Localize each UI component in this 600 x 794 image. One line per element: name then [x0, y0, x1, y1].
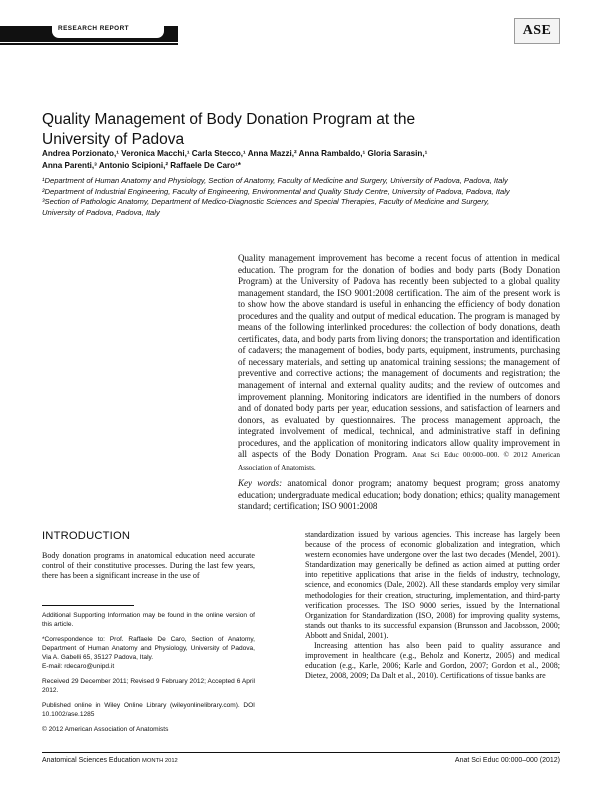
- page-title: Quality Management of Body Donation Program at the University of Padova: [42, 111, 416, 149]
- intro-right-column: [305, 530, 560, 681]
- footer-issue-date: MONTH 2012: [142, 758, 178, 764]
- keywords: [238, 478, 560, 513]
- footnote-published: Published online in Wiley Online Library (wileyonlinelibrary.com). DOI 10.1002/ase.1285: [42, 702, 255, 718]
- footnote-block: [42, 611, 255, 740]
- journal-logo: ASE: [514, 18, 560, 44]
- footnote-dates: Received 29 December 2011; Revised 9 February 2012; Accepted 6 April 2012.: [42, 678, 255, 694]
- affiliation-3: ³Section of Pathologic Anatomy, Department of Medico-Diagnostic Sciences and Special Therapies, Faculty of Medicine and Surgery, University of Padova, Padova, Italy: [42, 197, 490, 217]
- abstract-citation: Anat Sci Educ 00:000–000. © 2012 American Association of Anatomists.: [238, 451, 560, 472]
- author-list: [42, 148, 512, 172]
- section-heading-introduction: INTRODUCTION: [42, 530, 131, 542]
- footnote-copyright: © 2012 American Association of Anatomists: [42, 726, 169, 733]
- intro-right-paragraph-2: Increasing attention has also been paid to quality assurance and improvement in healthcare (e.g., Beholz and Konertz, 2005) and medical education (e.g., Karle, 2006; Karle and Gordon, 2007; Gordon et al., 2008; Dietez, 2008, 2009; Da Dalt et al., 2010). Certifications of tissue banks are: [305, 641, 560, 681]
- footnote-email[interactable]: E-mail: rdecaro@unipd.it: [42, 663, 115, 670]
- footer-divider: [42, 752, 560, 753]
- intro-right-paragraph-1: standardization issued by various agencies. This increase has largely been because of the process of economic globalization and integration, which western economies have undergone over the last two decades (Mendel, 2001). Standardization may generically be defined as action aimed at putting order into repetitive applications that arise in the fields of industry, technology, science, and economics (Dale, 2002). All these standards employ very similar methodologies for their creation, structuring, implementation, and third-party verification processes. The ISO 9000 series, issued by the International Organization for Standardization (ISO, 2008) for improving quality systems, stands out thanks to its successful expansion (Brunsson and Jacobsson, 2000; Abbott and Snidal, 2001).: [305, 530, 560, 640]
- footnote-supporting-info: Additional Supporting Information may be found in the online version of this article.: [42, 612, 255, 628]
- affiliation-2: ²Department of Industrial Engineering, Faculty of Engineering, Environmental and Quality Study Centre, University of Padova, Padova, Italy: [42, 186, 510, 196]
- abstract: [238, 253, 560, 474]
- intro-left-column: Body donation programs in anatomical education need accurate control of their constitutive processes. During the last few years, there has been a significant increase in the use of: [42, 551, 255, 581]
- footer-citation: Anat Sci Educ 00:000–000 (2012): [454, 757, 560, 764]
- footer-journal-title: Anatomical Sciences Education: [42, 757, 141, 764]
- author-line-1: Andrea Porzionato,¹ Veronica Macchi,¹ Carla Stecco,¹ Anna Mazzi,² Anna Rambaldo,¹ Gloria Sarasin,¹: [42, 149, 428, 158]
- abstract-text: Quality management improvement has become a recent focus of attention in medical education. The program for the donation of bodies and body parts (Body Donation Program) at the University of Padova has recently been subjected to a global quality management standard, the ISO 9001:2008 certification. The aim of the present work is to show how the above standard is useful in enhancing the efficiency of body donation procedures and the quality and output of medical education. The program is managed by means of the following interlinked procedures: the collection of body donations, death certificates, data, and body parts from living donors; the transportation and identification of cadavers; the management of bodies, body parts, equipment, instruments, purchasing of necessary materials, and setting up anatomical training sessions; the management of preventive and corrective actions; the management of documents and registration; the management of internal and external quality audits; and the review of outcomes and improvement planning. Monitoring indicators are identified in the numbers of donors and of donated body parts per year, education sessions, and satisfaction of learners and donors, as evaluated by questionnaires. The process management approach, the integrated involvement of medical, technical, and administrative staff in defining procedures, and the application of monitoring indicators allow quality improvement in all aspects of the Body Donation Program.: [238, 253, 560, 460]
- author-line-2: Anna Parenti,³ Antonio Scipioni,² Raffaele De Caro¹*: [42, 160, 241, 170]
- affiliation-list: [42, 176, 522, 218]
- keywords-text: anatomical donor program; anatomy bequest program; gross anatomy education; undergraduate medical education; body donation; ethics; quality management standard; certification; ISO 9001:2008: [238, 478, 560, 512]
- keywords-label: Key words:: [238, 478, 283, 488]
- footnote-correspondence: *Correspondence to: Prof. Raffaele De Caro, Section of Anatomy, Department of Human Anatomy and Physiology, University of Padova, Via A. Gabelli 65, 35127 Padova, Italy.: [42, 636, 255, 661]
- research-report-banner: [0, 18, 178, 44]
- footnote-divider: [42, 605, 134, 606]
- affiliation-1: ¹Department of Human Anatomy and Physiology, Section of Anatomy, Faculty of Medicine and Surgery, University of Padova, Padova, Italy: [42, 176, 508, 185]
- banner-underline: [0, 43, 178, 45]
- footer-journal-name: [42, 757, 178, 764]
- banner-label: RESEARCH REPORT: [58, 25, 130, 32]
